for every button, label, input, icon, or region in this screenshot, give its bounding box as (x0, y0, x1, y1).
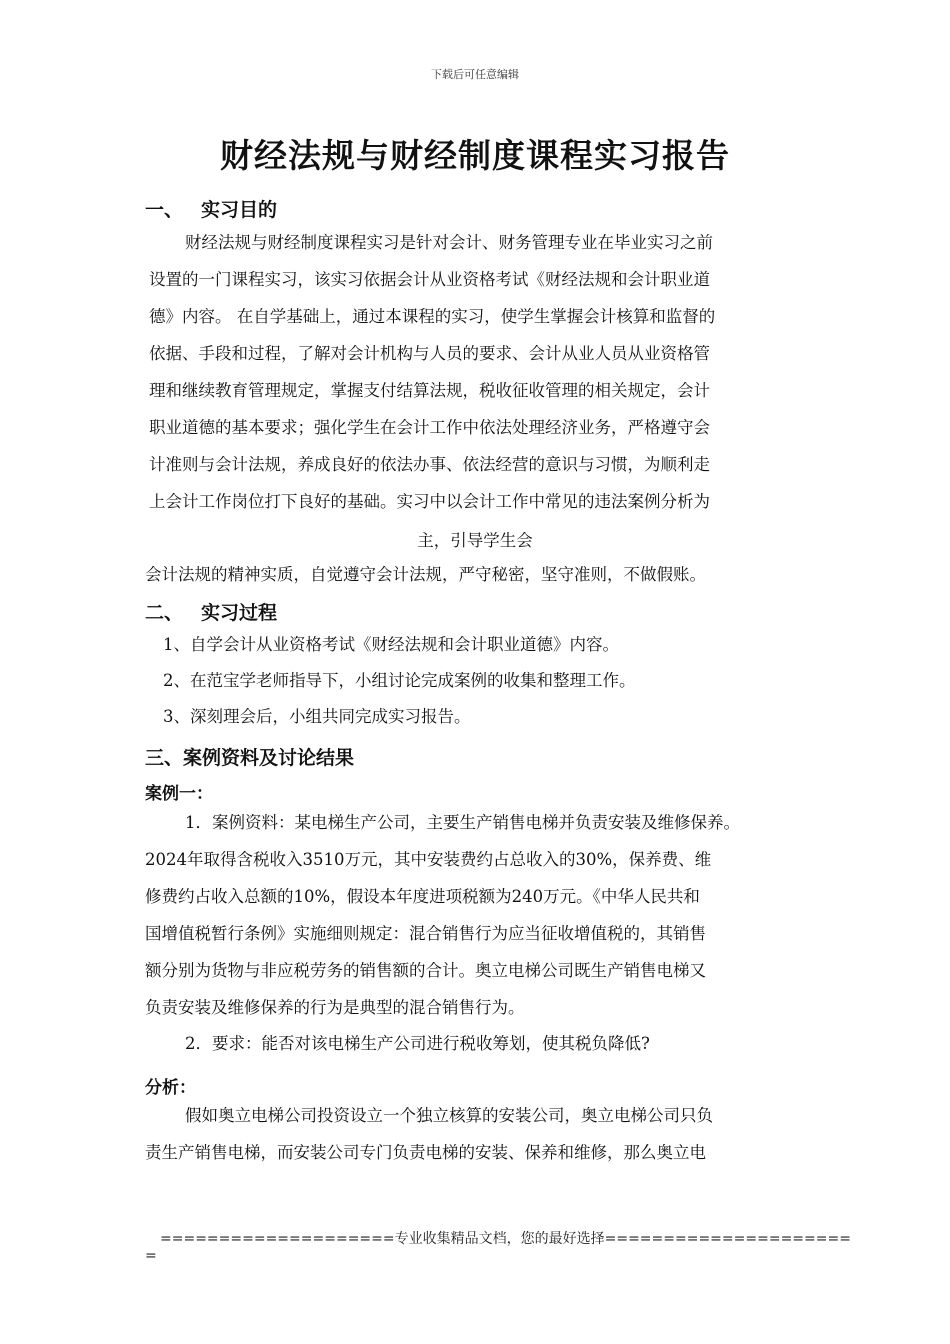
section-1-line: 计准则与会计法规，养成良好的依法办事、依法经营的意识与习惯，为顺利走 (149, 455, 710, 474)
analysis-label: 分析： (145, 1078, 196, 1098)
document-title: 财经法规与财经制度课程实习报告 (220, 136, 730, 175)
footer-line-continued: = (145, 1248, 157, 1264)
section-1-line: 财经法规与财经制度课程实习是针对会计、财务管理专业在毕业实习之前 (185, 233, 713, 252)
section-2-number: 二、 (145, 602, 184, 624)
section-1-line: 依据、手段和过程，了解对会计机构与人员的要求、会计从业人员从业资格管 (149, 344, 710, 363)
process-item: 2、在范宝学老师指导下，小组讨论完成案例的收集和整理工作。 (163, 671, 636, 690)
section-1-number: 一、 (145, 199, 184, 221)
case-line: 1．案例资料：某电梯生产公司，主要生产销售电梯并负责安装及维修保养。 (185, 813, 740, 832)
section-2-heading (145, 598, 277, 625)
process-item: 1、自学会计从业资格考试《财经法规和会计职业道德》内容。 (163, 635, 619, 654)
case-line: 2024年取得含税收入3510万元，其中安装费约占总收入的30%，保养费、维 (145, 850, 712, 869)
case-line: 修费约占收入总额的10%，假设本年度进项税额为240万元。《中华人民共和 (145, 887, 700, 906)
section-1-line: 上会计工作岗位打下良好的基础。实习中以会计工作中常见的违法案例分析为 (149, 492, 710, 511)
header-note: 下载后可任意编辑 (431, 68, 519, 81)
section-1-line: 主，引导学生会 (417, 531, 533, 550)
section-1-heading (145, 195, 277, 222)
section-1-title: 实习目的 (201, 199, 278, 221)
case-line: 负责安装及维修保养的行为是典型的混合销售行为。 (145, 998, 525, 1017)
process-item: 3、深刻理会后，小组共同完成实习报告。 (163, 707, 471, 726)
analysis-line: 假如奥立电梯公司投资设立一个独立核算的安装公司，奥立电梯公司只负 (185, 1106, 713, 1125)
section-3-heading: 三、案例资料及讨论结果 (145, 747, 355, 769)
case-label: 案例一： (145, 784, 213, 804)
section-1-line: 设置的一门课程实习，该实习依据会计从业资格考试《财经法规和会计职业道 (149, 270, 710, 289)
case-line: 额分别为货物与非应税劳务的销售额的合计。奥立电梯公司既生产销售电梯又 (145, 961, 706, 980)
case-line: 国增值税暂行条例》实施细则规定：混合销售行为应当征收增值税的，其销售 (145, 924, 706, 943)
analysis-line: 责生产销售电梯，而安装公司专门负责电梯的安装、保养和维修，那么奥立电 (145, 1143, 706, 1162)
section-1-line: 会计法规的精神实质，自觉遵守会计法规，严守秘密，坚守准则，不做假账。 (145, 565, 706, 584)
case-requirement: 2．要求：能否对该电梯生产公司进行税收筹划，使其税负降低? (185, 1034, 650, 1053)
footer-line: ====================专业收集精品文档，您的最好选择===================== (160, 1231, 851, 1247)
section-1-line: 理和继续教育管理规定，掌握支付结算法规，税收征收管理的相关规定，会计 (149, 381, 710, 400)
section-2-title: 实习过程 (201, 602, 278, 624)
section-1-line: 职业道德的基本要求；强化学生在会计工作中依法处理经济业务，严格遵守会 (149, 418, 710, 437)
section-1-line: 德》内容。 在自学基础上，通过本课程的实习，使学生掌握会计核算和监督的 (149, 307, 716, 326)
